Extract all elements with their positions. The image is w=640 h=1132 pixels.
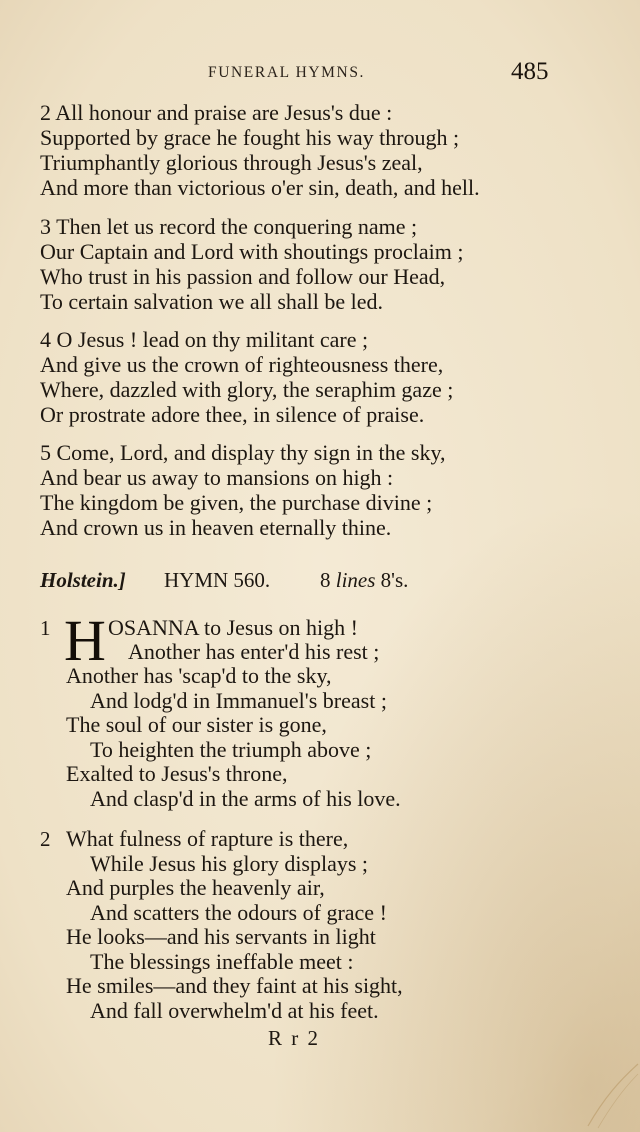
tune-name: Holstein.] (40, 568, 126, 592)
stanza-number: 2 (40, 827, 51, 851)
verse-line: 3 Then let us record the conquering name ; (40, 214, 418, 239)
page-header (0, 58, 640, 88)
verse-line: Who trust in his passion and follow our Head, (40, 264, 446, 289)
verse-line: He smiles—and they faint at his sight, (66, 973, 403, 998)
stanza-number: 1 (40, 616, 51, 640)
verse-line: 4 O Jesus ! lead on thy militant care ; (40, 327, 369, 352)
page-edge-stain (580, 1060, 640, 1132)
verse-line: Exalted to Jesus's throne, (66, 761, 288, 786)
verse-line: And lodg'd in Immanuel's breast ; (90, 688, 387, 713)
verse-line: Our Captain and Lord with shoutings proclaim ; (40, 239, 464, 264)
verse-line: The kingdom be given, the purchase divine ; (40, 490, 433, 515)
meter-count: 8 (320, 568, 331, 592)
verse-line: 2 All honour and praise are Jesus's due : (40, 100, 393, 125)
verse-line: And bear us away to mansions on high : (40, 465, 394, 490)
verse-line: To certain salvation we all shall be led. (40, 289, 384, 314)
verse-line: And fall overwhelm'd at his feet. (90, 998, 379, 1023)
verse-line: And purples the heavenly air, (66, 875, 325, 900)
hymn-meter (320, 568, 408, 593)
verse-line: Supported by grace he fought his way through ; (40, 125, 460, 150)
verse-line: Where, dazzled with glory, the seraphim gaze ; (40, 377, 454, 402)
verse-line: What fulness of rapture is there, (66, 826, 349, 851)
running-title: FUNERAL HYMNS. (208, 64, 366, 81)
verse-line: Or prostrate adore thee, in silence of praise. (40, 402, 425, 427)
verse-line: While Jesus his glory displays ; (90, 851, 369, 876)
verse-line: And scatters the odours of grace ! (90, 900, 387, 925)
verse-line: Triumphantly glorious through Jesus's zeal, (40, 150, 423, 175)
verse-line: To heighten the triumph above ; (90, 737, 372, 762)
meter-word: lines (335, 568, 376, 592)
hymn-title: HYMN 560. (164, 568, 271, 592)
verse-line: 5 Come, Lord, and display thy sign in the sky, (40, 440, 446, 465)
verse-line: Another has enter'd his rest ; (128, 639, 380, 664)
verse-line: And clasp'd in the arms of his love. (90, 786, 401, 811)
meter-suffix: 8's. (380, 568, 409, 592)
verse-line: And crown us in heaven eternally thine. (40, 515, 392, 540)
verse-line: And give us the crown of righteousness there, (40, 352, 444, 377)
verse-line: Another has 'scap'd to the sky, (66, 663, 332, 688)
verse-line: He looks—and his servants in light (66, 924, 376, 949)
verse-line: The blessings ineffable meet : (90, 949, 354, 974)
verse-line: The soul of our sister is gone, (66, 712, 327, 737)
hymn-heading (40, 568, 600, 596)
signature-mark: R r 2 (268, 1026, 320, 1050)
verse-line: And more than victorious o'er sin, death, and hell. (40, 175, 480, 200)
verse-line: OSANNA to Jesus on high ! (108, 615, 358, 640)
page-number: 485 (511, 58, 549, 85)
drop-cap: H (64, 608, 106, 673)
